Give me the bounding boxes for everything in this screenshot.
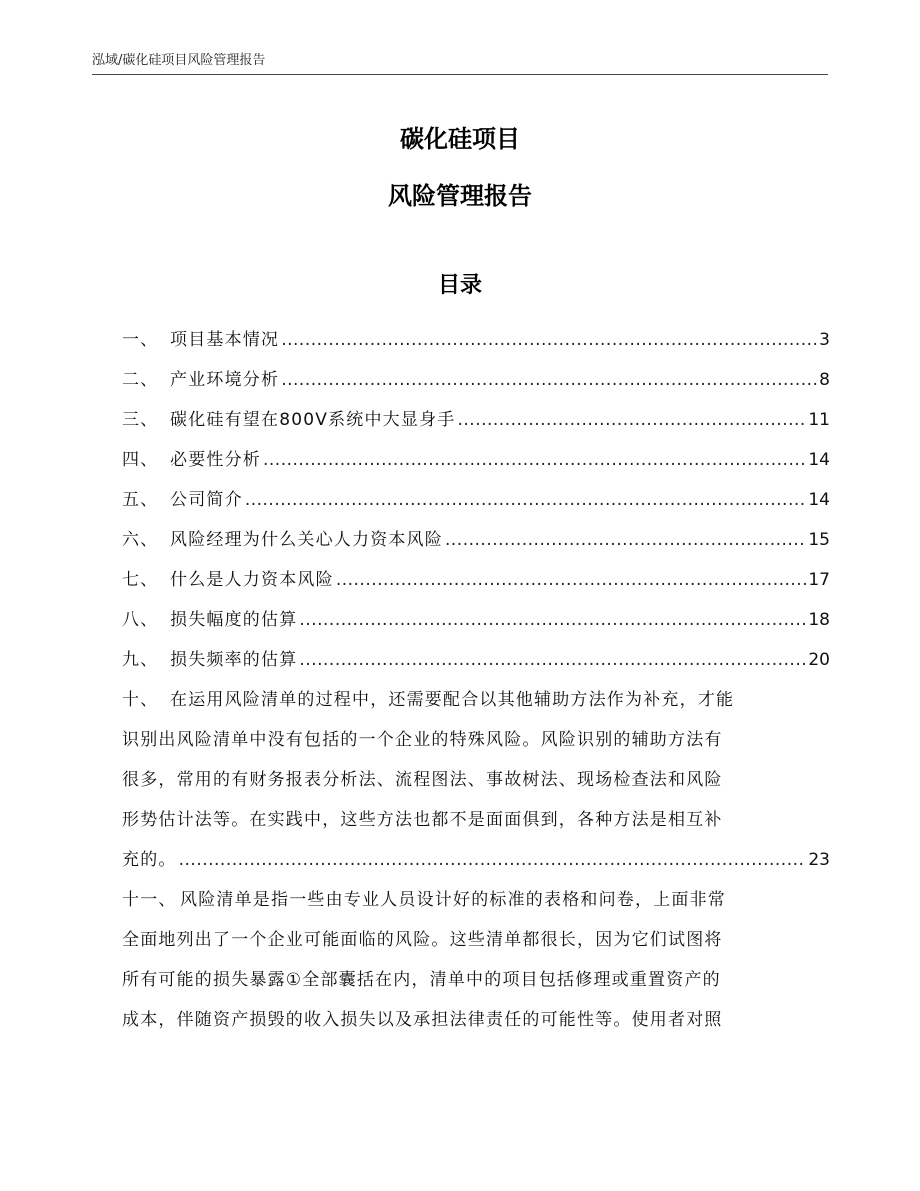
dot-leader [299, 640, 806, 680]
toc-entry-3[interactable] [122, 400, 830, 440]
toc-entry-number: 五、 [122, 490, 159, 510]
toc-entry-label-line: 形势估计法等。在实践中，这些方法也都不是面面俱到，各种方法是相互补 [122, 810, 723, 830]
toc-entry-6[interactable] [122, 520, 830, 560]
toc-entry-label: 风险经理为什么关心人力资本风险 [170, 530, 443, 550]
toc-entry-label-line: 所有可能的损失暴露①全部囊括在内，清单中的项目包括修理或重置资产的 [122, 970, 721, 990]
toc-entry-label: 碳化硅有望在800V系统中大显身手 [170, 410, 456, 430]
dot-leader [336, 560, 807, 600]
dot-leader [457, 400, 806, 440]
toc-entry-9[interactable] [122, 640, 830, 680]
dot-leader [281, 360, 817, 400]
dot-leader [445, 520, 806, 560]
toc-entry-number: 三、 [122, 410, 159, 430]
toc-entry-label: 什么是人力资本风险 [170, 570, 334, 590]
toc-entry-8[interactable] [122, 600, 830, 640]
dot-leader [263, 440, 806, 480]
toc-page-number: 17 [808, 570, 830, 590]
toc-entry-label-line: 在运用风险清单的过程中，还需要配合以其他辅助方法作为补充，才能 [170, 690, 735, 710]
dot-leader [281, 320, 817, 360]
toc-entry-label-line: 识别出风险清单中没有包括的一个企业的特殊风险。风险识别的辅助方法有 [122, 730, 723, 750]
toc-page-number: 20 [808, 650, 830, 670]
toc-entry-number: 二、 [122, 370, 159, 390]
toc-entry-number: 十、 [122, 690, 159, 710]
toc-entry-label: 项目基本情况 [170, 330, 280, 350]
toc-entry-label-line: 全面地列出了一个企业可能面临的风险。这些清单都很长，因为它们试图将 [122, 930, 723, 950]
toc-page-number: 3 [819, 330, 830, 350]
document-title-line2: 风险管理报告 [388, 182, 532, 210]
toc-entry-label-line: 成本，伴随资产损毁的收入损失以及承担法律责任的可能性等。使用者对照 [122, 1010, 723, 1030]
toc-entry-7[interactable] [122, 560, 830, 600]
toc-entry-label: 公司简介 [170, 490, 243, 510]
toc-entry-number: 七、 [122, 570, 159, 590]
toc-page-number: 15 [808, 530, 830, 550]
toc-entry-number: 九、 [122, 650, 159, 670]
toc-page-number: 14 [808, 450, 830, 470]
toc-entry-number: 六、 [122, 530, 159, 550]
header-divider [92, 74, 828, 75]
toc-entry-label-line: 充的。 [122, 850, 177, 870]
toc-entry-number: 一、 [122, 330, 159, 350]
toc-page-number: 8 [819, 370, 830, 390]
toc-entry-number: 十一、 [122, 890, 177, 910]
toc-entry-5[interactable] [122, 480, 830, 520]
toc-entry-label: 损失幅度的估算 [170, 610, 298, 630]
toc-entry-10[interactable] [122, 680, 830, 880]
toc-page-number: 18 [808, 610, 830, 630]
toc-entry-number: 八、 [122, 610, 159, 630]
toc-entry-number: 四、 [122, 450, 159, 470]
toc-entry-label-line: 风险清单是指一些由专业人员设计好的标准的表格和问卷，上面非常 [180, 890, 726, 910]
toc-entry-1[interactable] [122, 320, 830, 360]
toc-entry-label: 产业环境分析 [170, 370, 280, 390]
toc-entry-2[interactable] [122, 360, 830, 400]
table-of-contents [122, 320, 830, 1040]
toc-entry-label: 必要性分析 [170, 450, 261, 470]
toc-page-number: 14 [808, 490, 830, 510]
running-header: 泓域/碳化硅项目风险管理报告 [92, 53, 266, 68]
toc-entry-11[interactable] [122, 880, 830, 1040]
toc-page-number: 23 [808, 850, 830, 870]
toc-entry-label-line: 很多，常用的有财务报表分析法、流程图法、事故树法、现场检查法和风险 [122, 770, 723, 790]
toc-entry-4[interactable] [122, 440, 830, 480]
toc-heading: 目录 [437, 273, 482, 298]
toc-entry-label: 损失频率的估算 [170, 650, 298, 670]
dot-leader [245, 480, 807, 520]
toc-page-number: 11 [808, 410, 830, 430]
dot-leader [299, 600, 806, 640]
dot-leader [179, 840, 807, 880]
document-title-line1: 碳化硅项目 [400, 125, 520, 153]
